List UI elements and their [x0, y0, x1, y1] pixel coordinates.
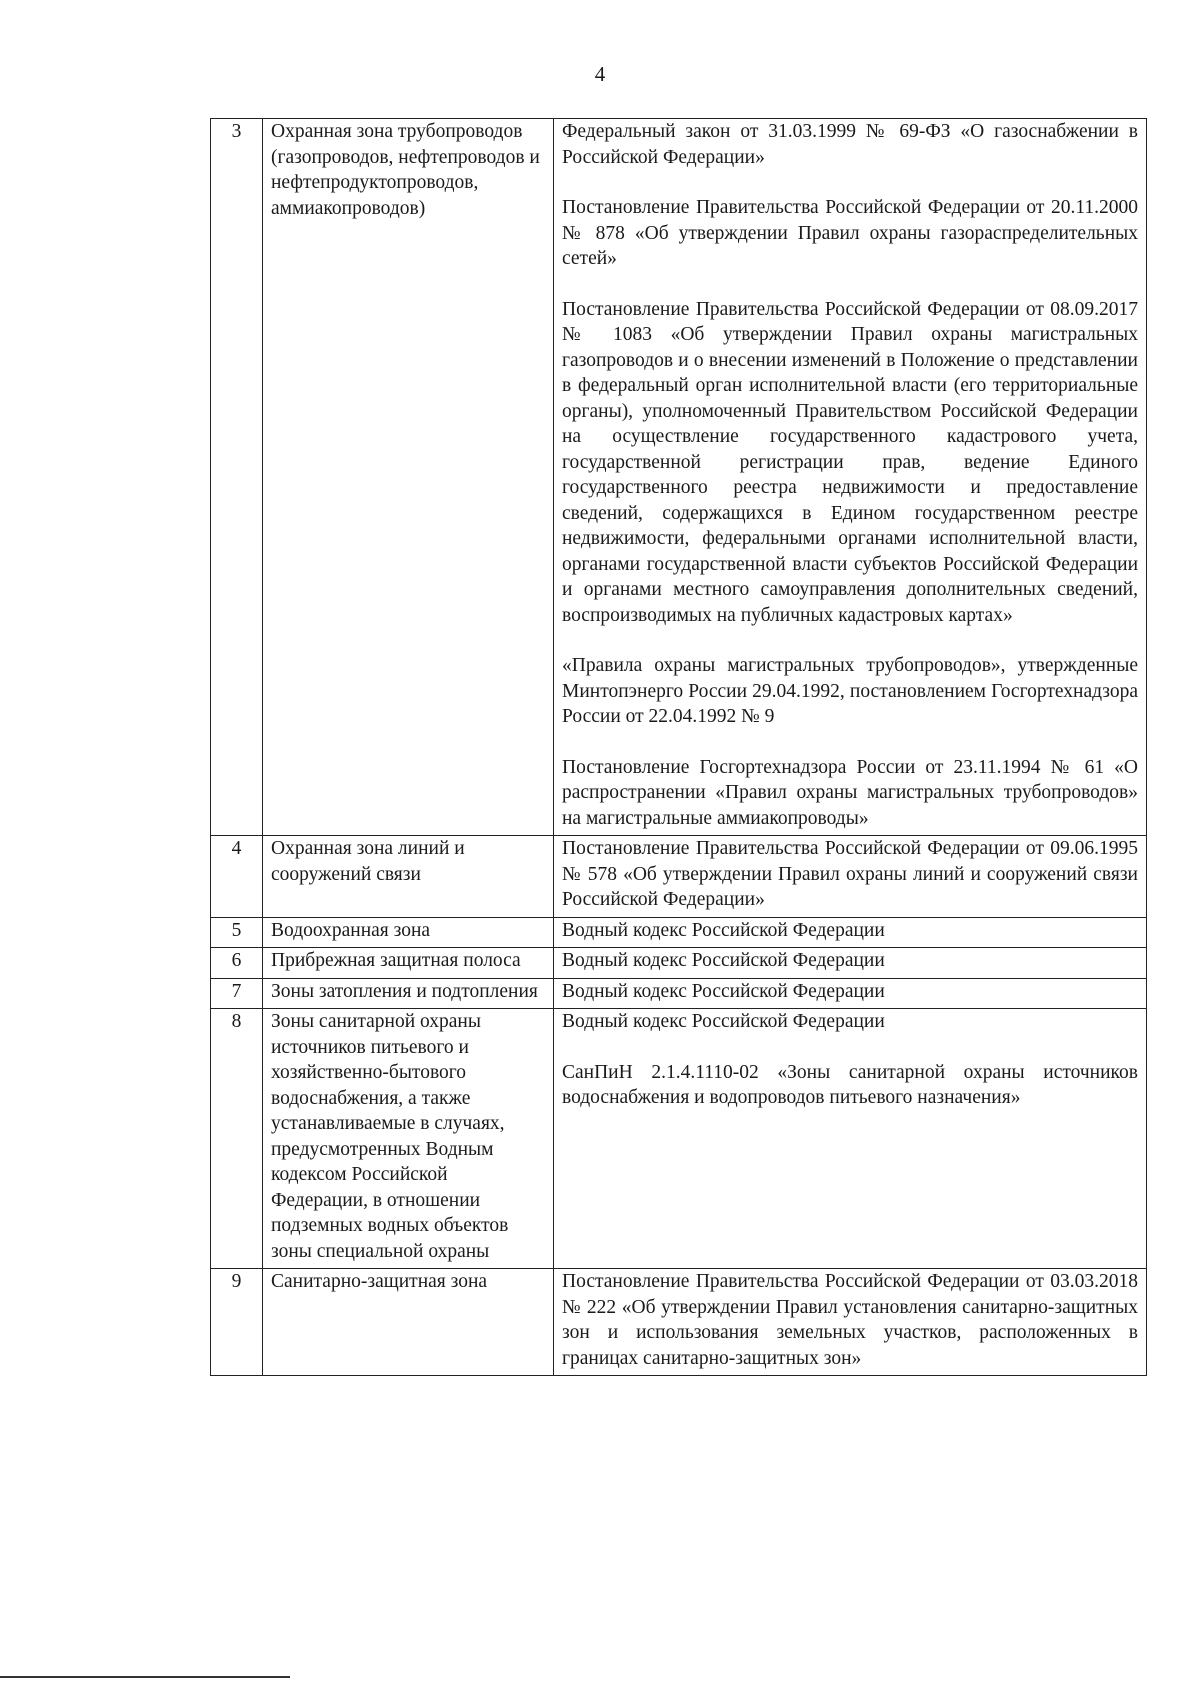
- legal-documents: [554, 836, 1147, 918]
- legal-document: СанПиН 2.1.4.1110-02 «Зоны санитарной охраны источников водоснабжения и водопроводов питьевого назначения»: [562, 1061, 1138, 1108]
- zone-name: Прибрежная защитная полоса: [263, 948, 554, 979]
- zone-name: Санитарно-защитная зона: [263, 1269, 554, 1376]
- row-number: 6: [211, 948, 263, 979]
- legal-document: Федеральный закон от 31.03.1999 № 69-ФЗ «О газоснабжении в Российской Федерации»: [562, 121, 1138, 168]
- legal-document: Водный кодекс Российской Федерации: [562, 950, 885, 971]
- table-row: [211, 119, 1147, 836]
- legal-documents: [554, 1009, 1147, 1269]
- row-number: 4: [211, 836, 263, 918]
- legal-documents: [554, 119, 1147, 836]
- zone-name: Зоны санитарной охраны источников питьевого и хозяйственно-бытового водоснабжения, а также устанавливаемые в случаях, предусмотренных Водным кодексом Российской Федерации, в отношении подземных водных объектов зоны специальной охраны: [263, 1009, 554, 1269]
- zone-name: Зоны затопления и подтопления: [263, 978, 554, 1009]
- page-number: 4: [594, 62, 606, 86]
- legal-documents: [554, 948, 1147, 979]
- footer-divider: [0, 1676, 290, 1678]
- legal-document: Постановление Правительства Российской Федерации от 09.06.1995 № 578 «Об утверждении Правил охраны линий и сооружений связи Российской Федерации»: [562, 838, 1138, 910]
- legal-document: Постановление Правительства Российской Федерации от 20.11.2000 № 878 «Об утверждении Правил охраны газораспределительных сетей»: [562, 197, 1138, 269]
- table-row: [211, 978, 1147, 1009]
- legal-documents: [554, 978, 1147, 1009]
- legal-document: Водный кодекс Российской Федерации: [562, 1011, 885, 1032]
- table-row: [211, 948, 1147, 979]
- row-number: 5: [211, 917, 263, 948]
- zone-name: Водоохранная зона: [263, 917, 554, 948]
- legal-document: Водный кодекс Российской Федерации: [562, 980, 885, 1002]
- legal-document: «Правила охраны магистральных трубопроводов», утвержденные Минтопэнерго России 29.04.1992, постановлением Госгортехнадзора России от 22.04.1992 № 9: [562, 655, 1138, 727]
- legal-document: Водный кодекс Российской Федерации: [562, 919, 885, 941]
- legal-document: Постановление Правительства Российской Федерации от 03.03.2018 № 222 «Об утверждении Правил установления санитарно-защитных зон и использования земельных участков, расположенных в границах санитарно-защитных зон»: [562, 1271, 1138, 1369]
- row-number: 3: [211, 119, 263, 836]
- legal-documents: [554, 917, 1147, 948]
- legal-documents: [554, 1269, 1147, 1376]
- table-row: [211, 1009, 1147, 1269]
- row-number: 7: [211, 978, 263, 1009]
- legal-document: Постановление Правительства Российской Федерации от 08.09.2017 № 1083 «Об утверждении Правил охраны магистральных газопроводов и о внесении изменений в Положение о представлении в федеральный орган исполнительной власти (его территориальные органы), уполномоченный Правительством Российской Федерации на осуществление государственного кадастрового учета, государственной регистрации прав, ведение Единого государственного реестра недвижимости и предоставление сведений, содержащихся в Едином государственном реестре недвижимости, федеральными органами исполнительной власти, органами государственной власти субъектов Российской Федерации и органами местного самоуправления дополнительных сведений, воспроизводимых на публичных кадастровых картах»: [562, 298, 1138, 626]
- row-number: 9: [211, 1269, 263, 1376]
- table-row: [211, 836, 1147, 918]
- table-row: [211, 1269, 1147, 1376]
- zone-name: Охранная зона трубопроводов (газопроводов, нефтепроводов и нефтепродуктопроводов, аммиакопроводов): [263, 119, 554, 836]
- legal-basis-table: [210, 118, 1147, 1376]
- table-row: [211, 917, 1147, 948]
- zone-name: Охранная зона линий и сооружений связи: [263, 836, 554, 918]
- legal-document: Постановление Госгортехнадзора России от 23.11.1994 № 61 «О распространении «Правил охраны магистральных трубопроводов» на магистральные аммиакопроводы»: [562, 756, 1138, 829]
- row-number: 8: [211, 1009, 263, 1269]
